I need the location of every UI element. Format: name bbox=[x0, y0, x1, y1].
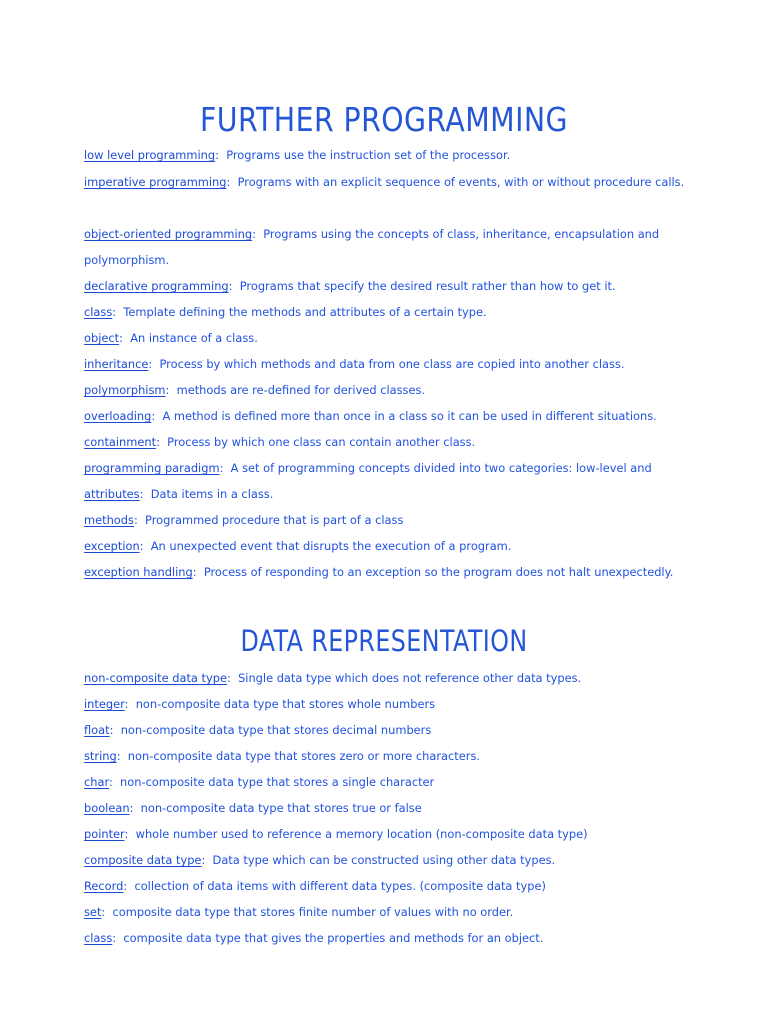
definition-term: object-oriented programming bbox=[84, 227, 253, 241]
definition-term: polymorphism bbox=[84, 383, 166, 397]
definition-term: pointer bbox=[84, 827, 125, 841]
definition-text: Programmed procedure that is part of a class bbox=[145, 513, 404, 527]
definition-text: An instance of a class. bbox=[130, 331, 258, 345]
definition-entry: set: composite data type that stores finite number of values with no order. bbox=[84, 905, 514, 919]
section-title-data-representation: DATA REPRESENTATION bbox=[240, 624, 528, 658]
definition-text: non-composite data type that stores zero or more characters. bbox=[127, 749, 481, 763]
definition-term: programming paradigm bbox=[84, 461, 220, 475]
definition-term: low level programming bbox=[84, 148, 216, 162]
definition-term: class bbox=[84, 931, 113, 945]
definition-text: Programs that specify the desired result rather than how to get it. bbox=[239, 279, 616, 293]
definition-entry: exception: An unexpected event that disrupts the execution of a program. bbox=[84, 539, 512, 553]
definition-text: Programs use the instruction set of the processor. bbox=[226, 148, 511, 162]
definition-text: whole number used to reference a memory location (non-composite data type) bbox=[135, 827, 588, 841]
definition-entry: composite data type: Data type which can be constructed using other data types. bbox=[84, 853, 556, 867]
definition-term: exception handling bbox=[84, 565, 193, 579]
definition-entry: exception handling: Process of responding to an exception so the program does not halt unexpectedly. bbox=[84, 565, 674, 579]
definition-text: Programs with an explicit sequence of events, with or without procedure calls. bbox=[237, 175, 685, 189]
definition-entry: string: non-composite data type that stores zero or more characters. bbox=[84, 749, 481, 763]
definition-text: Process of responding to an exception so the program does not halt unexpectedly. bbox=[203, 565, 674, 579]
definition-term: composite data type bbox=[84, 853, 202, 867]
definition-entry: imperative programming: Programs with an explicit sequence of events, with or without procedure calls. bbox=[84, 175, 685, 189]
definition-entry: attributes: Data items in a class. bbox=[84, 487, 274, 501]
definition-entry: containment: Process by which one class can contain another class. bbox=[84, 435, 476, 449]
definition-text: composite data type that stores finite number of values with no order. bbox=[112, 905, 514, 919]
definition-entry: declarative programming: Programs that specify the desired result rather than how to get it. bbox=[84, 279, 616, 293]
definition-entry: pointer: whole number used to reference a memory location (non-composite data type) bbox=[84, 827, 588, 841]
definition-term: boolean bbox=[84, 801, 130, 815]
definition-text: non-composite data type that stores decimal numbers bbox=[120, 723, 432, 737]
definition-entry: programming paradigm: A set of programming concepts divided into two categories: low-level and bbox=[84, 461, 652, 475]
definition-text: Process by which one class can contain another class. bbox=[167, 435, 476, 449]
definition-text: Template defining the methods and attributes of a certain type. bbox=[123, 305, 487, 319]
definition-entry: object-oriented programming: Programs using the concepts of class, inheritance, encapsulation and polymorphism. bbox=[84, 227, 660, 267]
definition-entry: class: composite data type that gives the properties and methods for an object. bbox=[84, 931, 544, 945]
definition-term: float bbox=[84, 723, 110, 737]
definition-entry: inheritance: Process by which methods and data from one class are copied into another class. bbox=[84, 357, 625, 371]
definition-text: non-composite data type that stores whole numbers bbox=[135, 697, 436, 711]
definition-term: containment bbox=[84, 435, 157, 449]
definition-text: Programs using the concepts of class, inheritance, encapsulation and polymorphism. bbox=[84, 227, 660, 267]
definition-text: Data items in a class. bbox=[150, 487, 274, 501]
definition-term: exception bbox=[84, 539, 140, 553]
definition-term: methods bbox=[84, 513, 134, 527]
definition-text: methods are re-defined for derived classes. bbox=[176, 383, 426, 397]
definition-entry: char: non-composite data type that stores a single character bbox=[84, 775, 435, 789]
definition-entry: methods: Programmed procedure that is part of a class bbox=[84, 513, 404, 527]
definition-term: non-composite data type bbox=[84, 671, 227, 685]
definition-entry: boolean: non-composite data type that stores true or false bbox=[84, 801, 422, 815]
definition-term: char bbox=[84, 775, 109, 789]
definition-text: Process by which methods and data from one class are copied into another class. bbox=[159, 357, 625, 371]
definition-term: class bbox=[84, 305, 113, 319]
definition-term: attributes bbox=[84, 487, 140, 501]
definition-term: set bbox=[84, 905, 102, 919]
definition-text: collection of data items with different data types. (composite data type) bbox=[134, 879, 546, 893]
definition-term: overloading bbox=[84, 409, 152, 423]
definition-term: imperative programming bbox=[84, 175, 227, 189]
definition-text: Single data type which does not reference other data types. bbox=[238, 671, 582, 685]
definition-term: string bbox=[84, 749, 117, 763]
definition-term: integer bbox=[84, 697, 125, 711]
definition-text: An unexpected event that disrupts the execution of a program. bbox=[150, 539, 512, 553]
definition-text: A method is defined more than once in a class so it can be used in different situations. bbox=[162, 409, 657, 423]
definition-term: object bbox=[84, 331, 120, 345]
definition-entry: low level programming: Programs use the instruction set of the processor. bbox=[84, 148, 511, 162]
section-title-further-programming: FURTHER PROGRAMMING bbox=[200, 100, 568, 139]
definition-text: non-composite data type that stores true or false bbox=[140, 801, 422, 815]
definition-text: composite data type that gives the properties and methods for an object. bbox=[123, 931, 544, 945]
definition-entry: Record: collection of data items with different data types. (composite data type) bbox=[84, 879, 546, 893]
definition-entry: object: An instance of a class. bbox=[84, 331, 258, 345]
definition-text: Data type which can be constructed using other data types. bbox=[212, 853, 556, 867]
definition-entry: integer: non-composite data type that stores whole numbers bbox=[84, 697, 436, 711]
definition-entry: non-composite data type: Single data type which does not reference other data types. bbox=[84, 671, 582, 685]
definition-term: Record bbox=[84, 879, 124, 893]
definition-text: non-composite data type that stores a single character bbox=[120, 775, 435, 789]
definition-term: inheritance bbox=[84, 357, 149, 371]
definition-term: declarative programming bbox=[84, 279, 229, 293]
definition-text: A set of programming concepts divided into two categories: low-level and bbox=[230, 461, 652, 475]
definition-entry: class: Template defining the methods and attributes of a certain type. bbox=[84, 305, 487, 319]
definition-entry: overloading: A method is defined more than once in a class so it can be used in different situations. bbox=[84, 409, 657, 423]
definition-entry: float: non-composite data type that stores decimal numbers bbox=[84, 723, 432, 737]
definition-entry: polymorphism: methods are re-defined for derived classes. bbox=[84, 383, 426, 397]
